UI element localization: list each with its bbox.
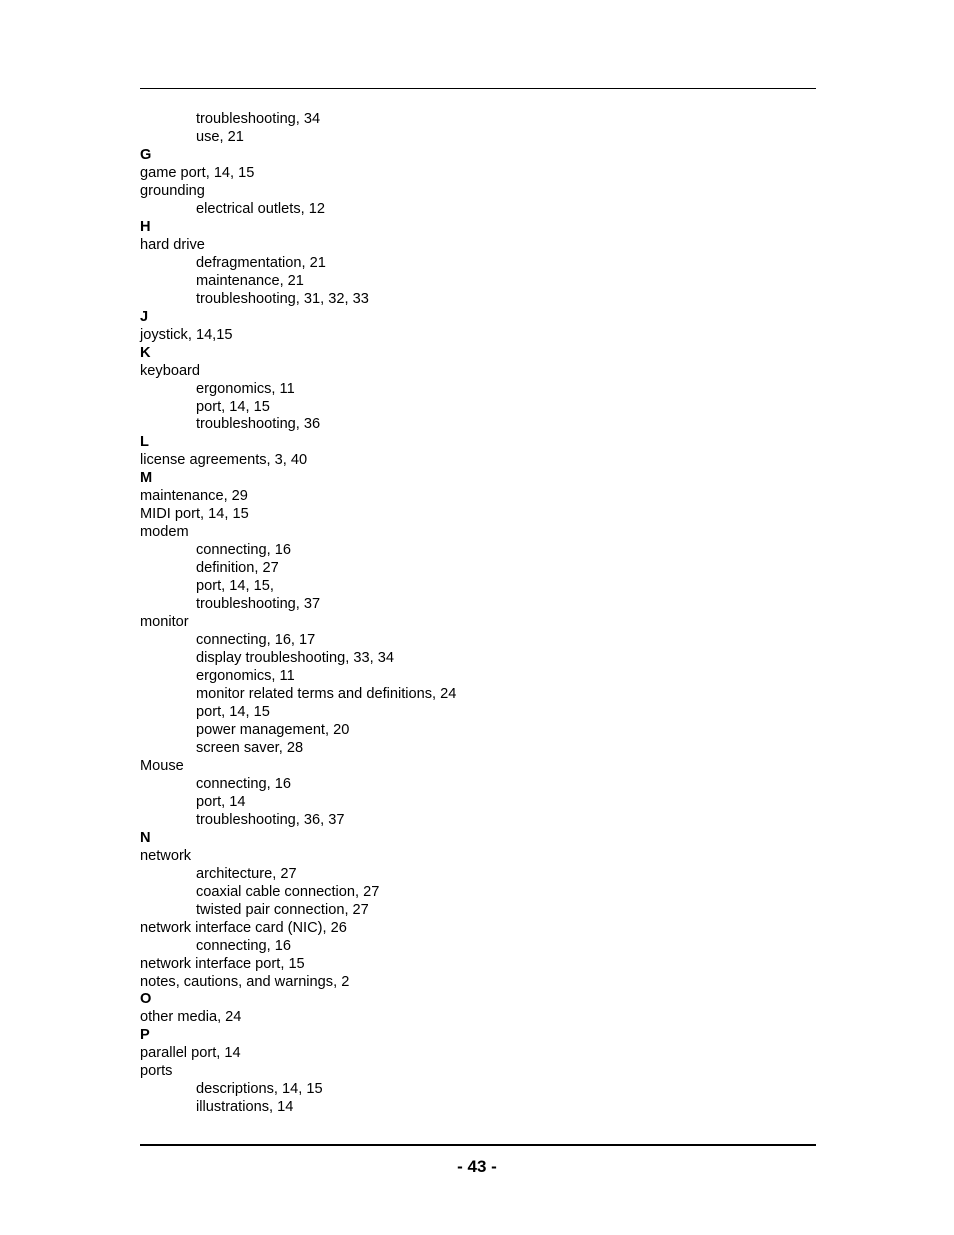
index-entry: keyboard (140, 362, 201, 379)
index-entry: grounding (140, 182, 205, 199)
index-section-letter: L (140, 434, 149, 451)
index-subentry: troubleshooting, 36 (196, 416, 321, 433)
index-subentry: connecting, 16 (196, 775, 291, 792)
index-subentry: coaxial cable connection, 27 (196, 883, 380, 900)
index-entry: joystick, 14,15 (140, 326, 233, 343)
index-entry: network (140, 847, 192, 864)
index-section-letter: J (140, 308, 149, 325)
index-subentry: use, 21 (196, 128, 244, 145)
footer-rule (140, 1144, 816, 1146)
index-subentry: screen saver, 28 (196, 739, 304, 756)
index-section-letter: N (140, 829, 151, 846)
index-subentry: ergonomics, 11 (196, 380, 295, 397)
index-subentry: illustrations, 14 (196, 1099, 294, 1116)
index-entry: other media, 24 (140, 1009, 242, 1026)
index-subentry: display troubleshooting, 33, 34 (196, 650, 394, 667)
index-entry: MIDI port, 14, 15 (140, 506, 249, 523)
index-subentry: architecture, 27 (196, 865, 297, 882)
index-section-letter: M (140, 470, 153, 487)
index-subentry: port, 14, 15 (196, 703, 270, 720)
index-subentry: connecting, 16 (196, 542, 291, 559)
index-entry: hard drive (140, 236, 205, 253)
index-subentry: ergonomics, 11 (196, 668, 295, 685)
index-subentry: troubleshooting, 36, 37 (196, 811, 345, 828)
index-entry: monitor (140, 614, 189, 631)
index-entry: parallel port, 14 (140, 1045, 241, 1062)
index-list (140, 111, 816, 1117)
index-section-letter: G (140, 146, 152, 163)
index-subentry: port, 14, 15 (196, 398, 270, 415)
index-entry: network interface port, 15 (140, 955, 305, 972)
index-entry: network interface card (NIC), 26 (140, 919, 347, 936)
index-entry: game port, 14, 15 (140, 164, 255, 181)
index-entry: Mouse (140, 757, 184, 774)
index-section-letter: P (140, 1027, 150, 1044)
index-entry: license agreements, 3, 40 (140, 452, 308, 469)
index-subentry: descriptions, 14, 15 (196, 1081, 323, 1098)
index-section-letter: H (140, 218, 151, 235)
index-subentry: port, 14 (196, 793, 246, 810)
index-subentry: maintenance, 21 (196, 272, 304, 289)
index-subentry: troubleshooting, 31, 32, 33 (196, 290, 369, 307)
header-rule (140, 88, 816, 89)
index-section-letter: O (140, 991, 152, 1008)
index-subentry: electrical outlets, 12 (196, 200, 325, 217)
index-entry: notes, cautions, and warnings, 2 (140, 973, 350, 990)
index-entry: maintenance, 29 (140, 488, 248, 505)
index-section-letter: K (140, 344, 151, 361)
index-subentry: power management, 20 (196, 721, 350, 738)
index-subentry: definition, 27 (196, 560, 279, 577)
index-subentry: twisted pair connection, 27 (196, 901, 369, 918)
index-subentry: connecting, 16 (196, 937, 291, 954)
index-subentry: monitor related terms and definitions, 24 (196, 686, 457, 702)
index-subentry: defragmentation, 21 (196, 254, 326, 271)
index-entry: ports (140, 1063, 173, 1080)
index-subentry: port, 14, 15, (196, 578, 274, 595)
index-entry: modem (140, 524, 189, 541)
index-subentry: connecting, 16, 17 (196, 632, 316, 649)
index-subentry: troubleshooting, 37 (196, 596, 321, 613)
index-subentry: troubleshooting, 34 (196, 111, 321, 127)
page-number: - 43 - (457, 1157, 497, 1176)
